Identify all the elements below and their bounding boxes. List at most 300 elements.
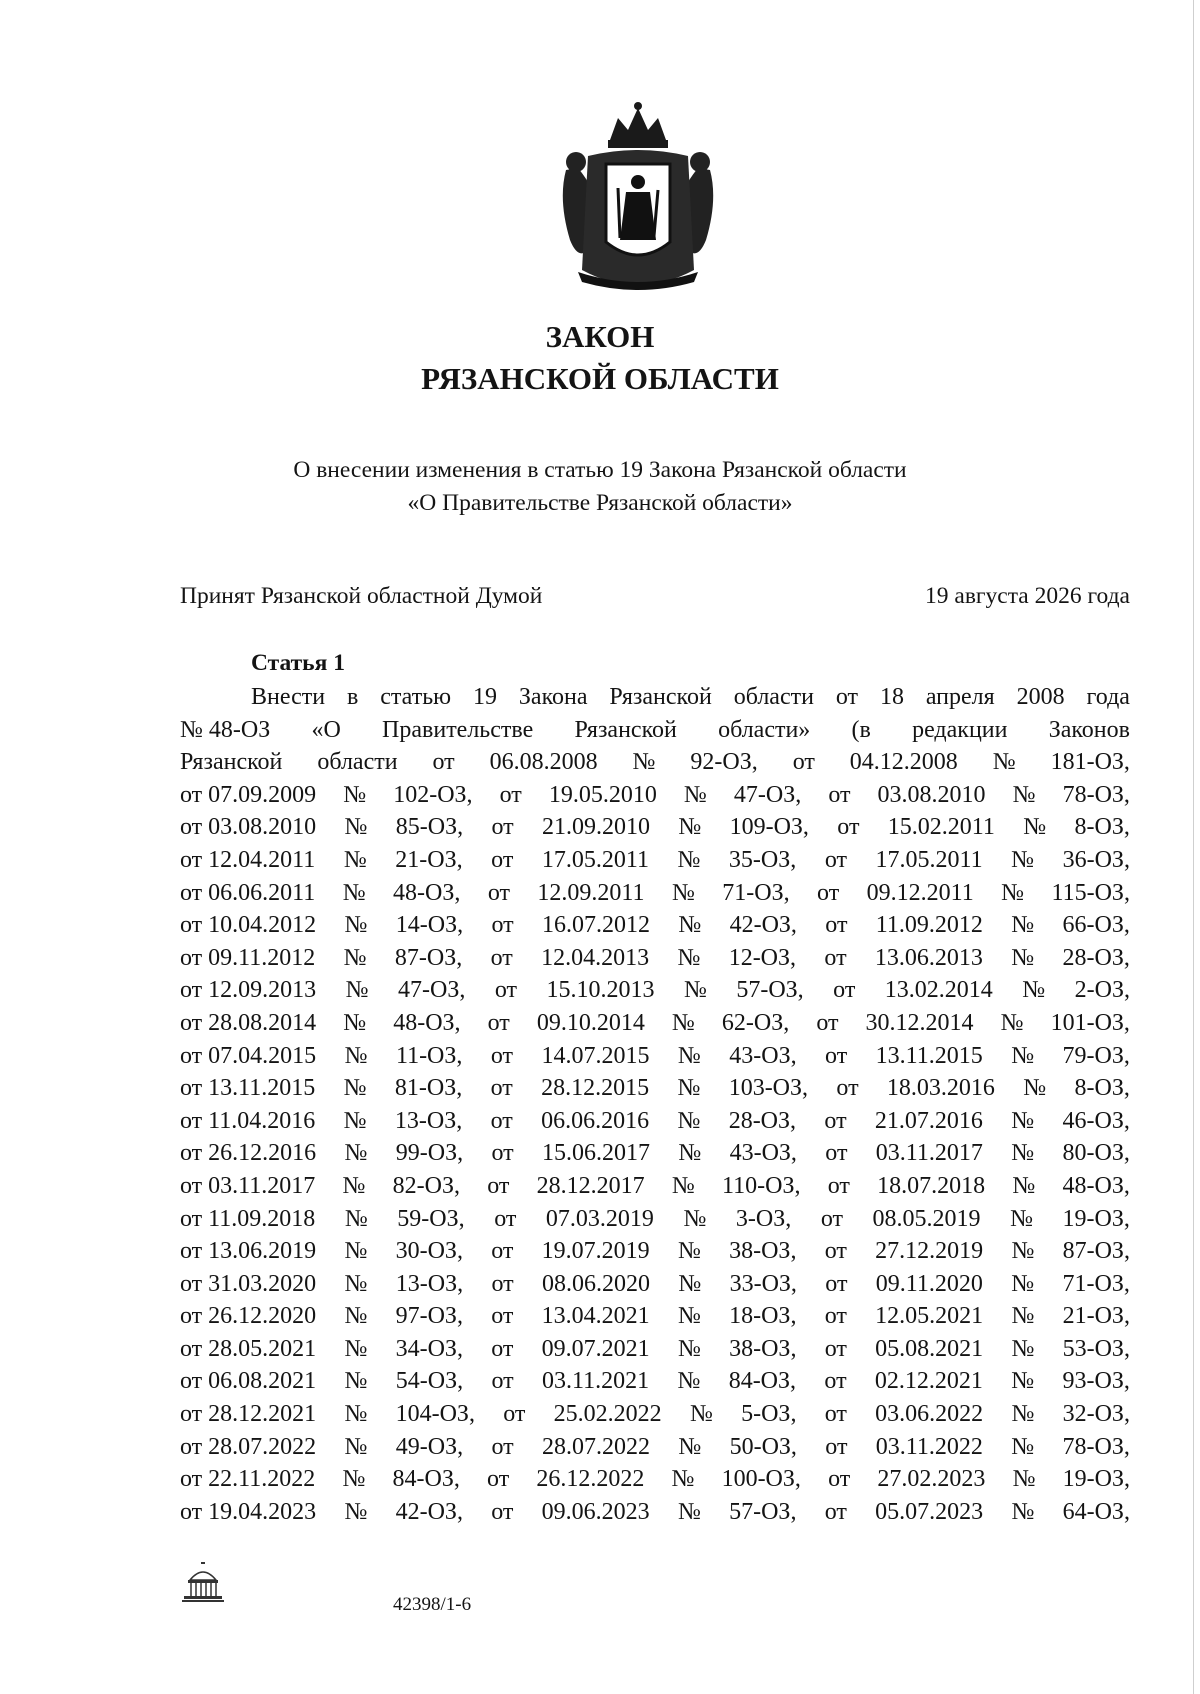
article-word: 49-ОЗ, — [395, 1433, 464, 1460]
article-word: № — [677, 1238, 701, 1265]
article-word: 12.04.2013 — [541, 944, 650, 971]
article-word: № — [992, 749, 1016, 776]
article-word: № — [677, 1368, 701, 1395]
article-word: 50-ОЗ, — [729, 1433, 797, 1460]
article-word: 21.09.2010 — [541, 814, 650, 841]
article-word: от 28.05.2021 — [180, 1335, 317, 1362]
article-word: 38-ОЗ, — [729, 1335, 797, 1362]
article-word: № — [683, 781, 707, 808]
article-word: от 06.08.2021 — [180, 1368, 317, 1395]
article-word: 09.11.2020 — [875, 1270, 983, 1297]
article-word: от — [828, 781, 851, 808]
article-word: от 11.09.2018 — [180, 1205, 316, 1232]
article-word: от — [490, 1042, 514, 1069]
article-word: от — [824, 846, 847, 873]
article-line — [180, 1235, 1130, 1268]
article-word: от — [836, 1075, 859, 1102]
article-word: № — [344, 1368, 368, 1395]
article-word: № — [1011, 1335, 1035, 1362]
article-word: 48-ОЗ, — [1062, 1172, 1130, 1199]
article-word: 71-ОЗ, — [722, 879, 790, 906]
article-word: № — [632, 749, 656, 776]
article-word: от — [817, 879, 840, 906]
article-word: 09.07.2021 — [541, 1335, 650, 1362]
article-word: № — [1011, 1238, 1035, 1265]
article-word: от — [827, 1172, 850, 1199]
article-word: от 19.04.2023 — [180, 1498, 317, 1525]
article-word: 18.07.2018 — [877, 1172, 986, 1199]
coat-of-arms-icon — [548, 100, 728, 296]
article-word: 85-ОЗ, — [395, 814, 464, 841]
article-word: 79-ОЗ, — [1062, 1042, 1130, 1069]
subtitle-line-2: «О Правительстве Рязанской области» — [407, 490, 793, 516]
article-word: 101-ОЗ, — [1050, 1009, 1130, 1036]
article-word: Закона — [518, 684, 588, 710]
article-line — [180, 1431, 1130, 1464]
article-word: 93-ОЗ, — [1062, 1368, 1130, 1395]
article-word: от — [432, 749, 455, 776]
article-word: от — [490, 944, 513, 971]
article-word: № — [1000, 1009, 1024, 1036]
article-word: № — [1022, 977, 1046, 1004]
article-word: от 03.08.2010 — [180, 814, 317, 841]
article-word: № — [1011, 1401, 1035, 1428]
article-word: Правительстве — [382, 716, 534, 743]
article-word: № — [344, 1042, 368, 1069]
article-word: 5-ОЗ, — [741, 1401, 797, 1428]
article-word: от 26.12.2020 — [180, 1303, 317, 1330]
article-word: от — [487, 1466, 510, 1493]
article-word: 03.06.2022 — [875, 1401, 984, 1428]
article-word: 19-ОЗ, — [1062, 1466, 1130, 1493]
article-word: 84-ОЗ, — [728, 1368, 797, 1395]
article-word: № — [1012, 781, 1036, 808]
article-word: 97-ОЗ, — [395, 1303, 463, 1330]
article-word: от — [825, 1270, 848, 1297]
article-word: 8-ОЗ, — [1074, 814, 1130, 841]
article-word: 03.11.2021 — [541, 1368, 650, 1395]
article-word: № 48-ОЗ — [180, 716, 271, 743]
article-word: от 12.09.2013 — [180, 977, 317, 1004]
article-word: № — [677, 1498, 701, 1525]
law-title: ЗАКОН — [545, 319, 655, 354]
subtitle-line-1: О внесении изменения в статью 19 Закона Рязанской области — [293, 457, 907, 483]
article-word: 181-ОЗ, — [1050, 749, 1130, 776]
article-word: области» — [718, 716, 811, 743]
article-word: № — [1011, 912, 1035, 939]
article-word: 53-ОЗ, — [1062, 1335, 1130, 1362]
article-word: № — [1011, 1498, 1035, 1525]
article-word: Внести — [251, 684, 326, 710]
article-word: № — [1001, 879, 1025, 906]
article-word: № — [1012, 1466, 1036, 1493]
article-word: от — [494, 1205, 517, 1232]
article-word: 87-ОЗ, — [394, 944, 463, 971]
article-line — [180, 844, 1130, 877]
article-word: № — [1011, 1140, 1035, 1167]
article-word: от — [825, 1140, 848, 1167]
duma-building-logo-icon — [180, 1560, 226, 1606]
article-line — [180, 779, 1130, 812]
article-word: № — [343, 1075, 367, 1102]
article-word: от 13.11.2015 — [180, 1075, 316, 1102]
article-word: от — [491, 1140, 514, 1167]
article-word: 30.12.2014 — [865, 1009, 974, 1036]
region-title: РЯЗАНСКОЙ ОБЛАСТИ — [421, 361, 779, 396]
article-word: 12.09.2011 — [537, 879, 645, 906]
article-word: от — [491, 1433, 514, 1460]
article-line — [180, 1398, 1130, 1431]
article-word: № — [344, 1270, 368, 1297]
article-word: 34-ОЗ, — [395, 1335, 463, 1362]
adoption-date: 19 августа 2026 года — [925, 583, 1130, 609]
article-word: № — [671, 1009, 695, 1036]
article-word: 13.11.2015 — [875, 1042, 983, 1069]
article-word: от — [825, 1042, 848, 1069]
article-word: 11.09.2012 — [875, 912, 983, 939]
article-word: 2-ОЗ, — [1074, 977, 1130, 1004]
article-word: от 10.04.2012 — [180, 912, 317, 939]
article-line — [180, 909, 1130, 942]
article-word: 36-ОЗ, — [1062, 846, 1130, 873]
article-word: от — [837, 814, 860, 841]
article-line — [180, 1463, 1130, 1496]
article-word: 13.06.2013 — [874, 944, 983, 971]
article-word: 04.12.2008 — [849, 749, 958, 776]
article-word: 16.07.2012 — [541, 912, 650, 939]
article-word: № — [1011, 1368, 1035, 1395]
article-word: от — [824, 1498, 847, 1525]
article-word: «О — [311, 716, 341, 743]
article-word: 03.08.2010 — [877, 781, 986, 808]
article-line — [180, 714, 1130, 747]
article-word: от 11.04.2016 — [180, 1107, 316, 1134]
article-word: 21-ОЗ, — [395, 846, 463, 873]
article-word: Рязанской — [574, 716, 677, 743]
article-word: в — [347, 684, 359, 710]
article-word: апреля — [925, 684, 995, 710]
article-word: № — [342, 1466, 366, 1493]
article-word: 09.12.2011 — [866, 879, 974, 906]
article-word: № — [677, 846, 701, 873]
article-word: 19.07.2019 — [541, 1238, 650, 1265]
article-word: 13-ОЗ, — [394, 1107, 463, 1134]
article-word: от — [825, 912, 848, 939]
article-word: от 13.06.2019 — [180, 1238, 317, 1265]
article-word: № — [343, 781, 367, 808]
article-word: 3-ОЗ, — [735, 1205, 792, 1232]
article-word: 104-ОЗ, — [395, 1401, 475, 1428]
article-word: № — [671, 1172, 695, 1199]
article-word: от — [828, 1466, 851, 1493]
article-word: 15.10.2013 — [546, 977, 655, 1004]
article-word: 28-ОЗ, — [1062, 944, 1130, 971]
article-word: от — [491, 1335, 514, 1362]
article-word: 87-ОЗ, — [1062, 1238, 1130, 1265]
article-word: 42-ОЗ, — [395, 1498, 463, 1525]
article-word: 30-ОЗ, — [395, 1238, 463, 1265]
article-word: от — [491, 1498, 514, 1525]
article-word: статью — [380, 684, 452, 710]
article-word: 33-ОЗ, — [729, 1270, 797, 1297]
article-line — [180, 1040, 1130, 1073]
article-word: № — [342, 1172, 366, 1199]
article-word: 26.12.2022 — [536, 1466, 645, 1493]
article-word: № — [343, 1009, 367, 1036]
article-word: от 28.08.2014 — [180, 1009, 317, 1036]
article-word: 46-ОЗ, — [1062, 1107, 1130, 1134]
article-word: 11-ОЗ, — [395, 1042, 463, 1069]
article-word: 54-ОЗ, — [395, 1368, 464, 1395]
article-word: 19-ОЗ, — [1062, 1205, 1130, 1232]
article-word: от — [491, 814, 514, 841]
article-word: от 31.03.2020 — [180, 1270, 317, 1297]
article-word: № — [343, 846, 367, 873]
article-word: 43-ОЗ, — [729, 1042, 797, 1069]
article-word: от 09.11.2012 — [180, 944, 316, 971]
scan-edge-line — [1193, 0, 1194, 1694]
article-word: 28.12.2017 — [536, 1172, 645, 1199]
article-word: № — [677, 1107, 701, 1134]
article-word: 13.04.2021 — [541, 1303, 650, 1330]
article-word: от — [491, 1303, 514, 1330]
article-line — [180, 811, 1130, 844]
article-line — [180, 1170, 1130, 1203]
article-word: 17.05.2011 — [541, 846, 649, 873]
article-line — [180, 1007, 1130, 1040]
article-word: № — [1011, 1433, 1035, 1460]
article-word: от — [824, 944, 847, 971]
article-word: № — [677, 944, 701, 971]
article-word: 28-ОЗ, — [728, 1107, 797, 1134]
article-word: (в — [851, 716, 871, 743]
article-word: № — [344, 1303, 368, 1330]
article-word: 14.07.2015 — [541, 1042, 650, 1069]
article-word: № — [678, 912, 702, 939]
article-word: области — [733, 684, 814, 710]
article-word: года — [1086, 684, 1130, 710]
article-word: 19.05.2010 — [548, 781, 657, 808]
article-word: 35-ОЗ, — [728, 846, 797, 873]
article-word: 17.05.2011 — [875, 846, 983, 873]
article-word: № — [344, 1238, 368, 1265]
article-word: от — [824, 1401, 847, 1428]
article-word: 99-ОЗ, — [395, 1140, 464, 1167]
article-word: 78-ОЗ, — [1062, 781, 1130, 808]
article-body — [180, 681, 1130, 1528]
article-word: 12.05.2021 — [875, 1303, 984, 1330]
article-word: 64-ОЗ, — [1062, 1498, 1130, 1525]
article-line — [180, 1333, 1130, 1366]
article-word: № — [344, 1433, 368, 1460]
article-word: от — [491, 912, 514, 939]
article-word: 115-ОЗ, — [1051, 879, 1130, 906]
article-word: № — [689, 1401, 713, 1428]
article-word: 100-ОЗ, — [721, 1466, 801, 1493]
article-word: от 12.04.2011 — [180, 846, 316, 873]
article-word: 82-ОЗ, — [392, 1172, 461, 1199]
article-word: 06.06.2016 — [541, 1107, 650, 1134]
article-word: № — [1011, 944, 1035, 971]
article-word: 13-ОЗ, — [395, 1270, 464, 1297]
article-word: от 28.12.2021 — [180, 1401, 317, 1428]
article-word: редакции — [912, 716, 1008, 743]
article-word: 8-ОЗ, — [1074, 1075, 1130, 1102]
article-line — [180, 1105, 1130, 1138]
article-line — [180, 974, 1130, 1007]
article-word: 28.07.2022 — [541, 1433, 650, 1460]
article-word: 02.12.2021 — [874, 1368, 983, 1395]
article-word: № — [678, 1433, 702, 1460]
article-word: от 28.07.2022 — [180, 1433, 317, 1460]
article-word: № — [344, 1401, 368, 1428]
article-word: 05.07.2023 — [875, 1498, 984, 1525]
article-word: № — [678, 1140, 702, 1167]
article-word: 19 — [472, 684, 497, 710]
article-line — [251, 681, 1130, 714]
article-word: 27.02.2023 — [877, 1466, 986, 1493]
article-word: 12-ОЗ, — [728, 944, 797, 971]
article-word: 71-ОЗ, — [1062, 1270, 1130, 1297]
article-line — [180, 1137, 1130, 1170]
article-word: 102-ОЗ, — [393, 781, 473, 808]
article-word: № — [344, 1335, 368, 1362]
article-word: от — [490, 1107, 513, 1134]
article-word: № — [344, 912, 368, 939]
adoption-line — [180, 580, 1130, 613]
article-word: от — [503, 1401, 526, 1428]
article-word: 42-ОЗ, — [729, 912, 797, 939]
article-word: от 07.09.2009 — [180, 781, 317, 808]
article-word: 14-ОЗ, — [395, 912, 464, 939]
article-word: 92-ОЗ, — [690, 749, 758, 776]
article-word: № — [343, 944, 367, 971]
article-word: 03.11.2017 — [875, 1140, 983, 1167]
article-word: № — [1010, 1205, 1033, 1232]
article-word: № — [1011, 846, 1035, 873]
article-word: 57-ОЗ, — [729, 1498, 797, 1525]
article-word: 38-ОЗ, — [729, 1238, 797, 1265]
article-word: 08.06.2020 — [541, 1270, 650, 1297]
article-word: № — [1012, 1172, 1036, 1199]
article-word: от — [820, 1205, 843, 1232]
article-word: Рязанской — [180, 749, 283, 776]
article-word: 05.08.2021 — [875, 1335, 984, 1362]
article-word: от — [491, 1368, 514, 1395]
article-word: 32-ОЗ, — [1062, 1401, 1130, 1428]
article-word: 15.02.2011 — [887, 814, 995, 841]
article-word: от 03.11.2017 — [180, 1172, 316, 1199]
article-heading: Статья 1 — [251, 650, 345, 676]
article-line — [180, 1300, 1130, 1333]
article-word: 18-ОЗ, — [729, 1303, 797, 1330]
article-word: № — [677, 1335, 701, 1362]
article-word: 07.03.2019 — [545, 1205, 654, 1232]
article-word: № — [342, 879, 366, 906]
document-number: 42398/1-6 — [393, 1594, 472, 1615]
article-word: 103-ОЗ, — [728, 1075, 809, 1102]
article-word: № — [1023, 814, 1047, 841]
article-word: от — [816, 1009, 839, 1036]
article-word: 48-ОЗ, — [393, 879, 461, 906]
article-word: от 22.11.2022 — [180, 1466, 316, 1493]
article-word: 21-ОЗ, — [1062, 1303, 1130, 1330]
article-word: от — [792, 749, 815, 776]
article-word: от 26.12.2016 — [180, 1140, 317, 1167]
article-word: от — [825, 1433, 848, 1460]
article-word: от — [833, 977, 856, 1004]
article-word: 09.10.2014 — [536, 1009, 645, 1036]
article-word: от — [824, 1107, 847, 1134]
article-word: № — [683, 977, 707, 1004]
article-word: от — [487, 1009, 510, 1036]
article-word: № — [1023, 1075, 1047, 1102]
article-word: № — [677, 1303, 701, 1330]
article-word: 06.08.2008 — [489, 749, 598, 776]
article-word: 47-ОЗ, — [398, 977, 466, 1004]
article-word: от — [824, 1368, 847, 1395]
article-word: от — [499, 781, 522, 808]
article-word: от — [490, 1075, 513, 1102]
article-word: 109-ОЗ, — [729, 814, 809, 841]
article-word: 03.11.2022 — [875, 1433, 983, 1460]
article-word: от — [491, 846, 514, 873]
article-line — [180, 877, 1130, 910]
article-word: 81-ОЗ, — [394, 1075, 463, 1102]
article-word: № — [344, 814, 368, 841]
article-word: № — [677, 1042, 701, 1069]
article-word: 18.03.2016 — [886, 1075, 995, 1102]
article-word: от — [824, 1238, 847, 1265]
law-subtitle — [0, 454, 1200, 520]
article-word: от — [491, 1238, 514, 1265]
article-word: № — [671, 879, 695, 906]
article-word: № — [344, 1498, 368, 1525]
article-word: 47-ОЗ, — [733, 781, 802, 808]
article-word: 25.02.2022 — [553, 1401, 662, 1428]
article-word: 15.06.2017 — [541, 1140, 650, 1167]
article-line — [180, 942, 1130, 975]
article-word: 43-ОЗ, — [729, 1140, 797, 1167]
article-word: 78-ОЗ, — [1062, 1433, 1130, 1460]
article-word: № — [1011, 1303, 1035, 1330]
article-word: № — [344, 1205, 368, 1232]
article-word: 110-ОЗ, — [722, 1172, 801, 1199]
adopted-by: Принят Рязанской областной Думой — [180, 583, 543, 609]
article-word: № — [671, 1466, 695, 1493]
article-word: от — [824, 1335, 847, 1362]
article-word: 2008 — [1016, 684, 1065, 710]
article-word: № — [1011, 1270, 1035, 1297]
article-word: от — [487, 1172, 510, 1199]
article-word: 21.07.2016 — [874, 1107, 983, 1134]
article-word: от — [487, 879, 510, 906]
article-line — [180, 1496, 1130, 1529]
article-word: Законов — [1048, 716, 1130, 743]
article-word: № — [1011, 1042, 1035, 1069]
article-word: от — [491, 1270, 514, 1297]
article-word: 09.06.2023 — [541, 1498, 650, 1525]
article-word: № — [677, 1075, 701, 1102]
article-line — [180, 1072, 1130, 1105]
article-word: Рязанской — [609, 684, 712, 710]
article-word: от 06.06.2011 — [180, 879, 316, 906]
article-line — [180, 746, 1130, 779]
article-word: от — [824, 1303, 847, 1330]
article-word: 62-ОЗ, — [721, 1009, 790, 1036]
article-word: 59-ОЗ, — [397, 1205, 465, 1232]
article-word: № — [344, 1140, 368, 1167]
